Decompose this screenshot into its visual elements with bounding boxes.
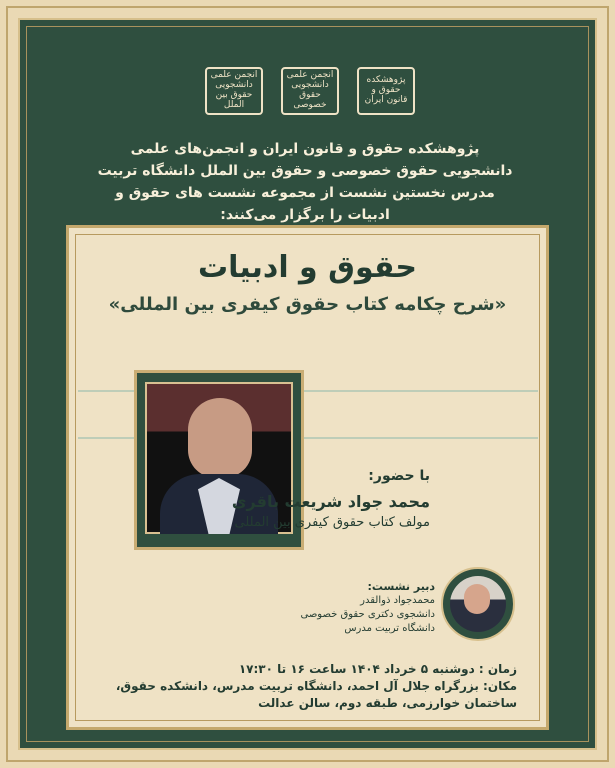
logo-row: [205, 64, 415, 118]
host-label: دبیر نشست:: [367, 580, 435, 593]
speaker-face: [188, 398, 252, 478]
event-details: [77, 661, 517, 712]
speaker-role: مولف کتاب حقوق کیفری بین المللی: [234, 515, 430, 530]
logo-right: پژوهشکده حقوق و قانون ایران: [357, 67, 415, 115]
event-title: حقوق و ادبیات: [198, 250, 417, 285]
logo-center: انجمن علمی دانشجویی حقوق خصوصی: [281, 67, 339, 115]
logo-left: انجمن علمی دانشجویی حقوق بین الملل: [205, 67, 263, 115]
event-time: زمان : دوشنبه ۵ خرداد ۱۴۰۴ ساعت ۱۶ تا ۱۷:۳۰: [238, 662, 517, 676]
host-info: [275, 580, 435, 636]
event-place: مکان: بزرگراه جلال آل احمد، دانشگاه تربیت مدرس، دانشکده حقوق، ساختمان خوارزمی، طبقه دوم، سالن عدالت: [115, 679, 517, 710]
host-face: [464, 584, 490, 614]
host-line2: دانشگاه تربیت مدرس: [344, 623, 435, 634]
presence-label: با حضور:: [368, 468, 430, 484]
host-name: محمدجواد ذوالقدر: [360, 595, 435, 606]
host-line1: دانشجوی دکتری حقوق خصوصی: [300, 609, 435, 620]
speaker-info: [200, 468, 430, 530]
intro-text: پژوهشکده حقوق و قانون ایران و انجمن‌های علمی دانشجویی حقوق خصوصی و حقوق بین الملل دانشگاه تربیت مدرس نخستین نشست از مجموعه نشست های حقوق و ادبیات را برگزار می‌کنند:: [97, 141, 513, 223]
speaker-name: محمد جواد شریعت باقری: [231, 492, 430, 511]
event-subtitle: «شرح چکامه کتاب حقوق کیفری بین المللی»: [108, 294, 507, 315]
